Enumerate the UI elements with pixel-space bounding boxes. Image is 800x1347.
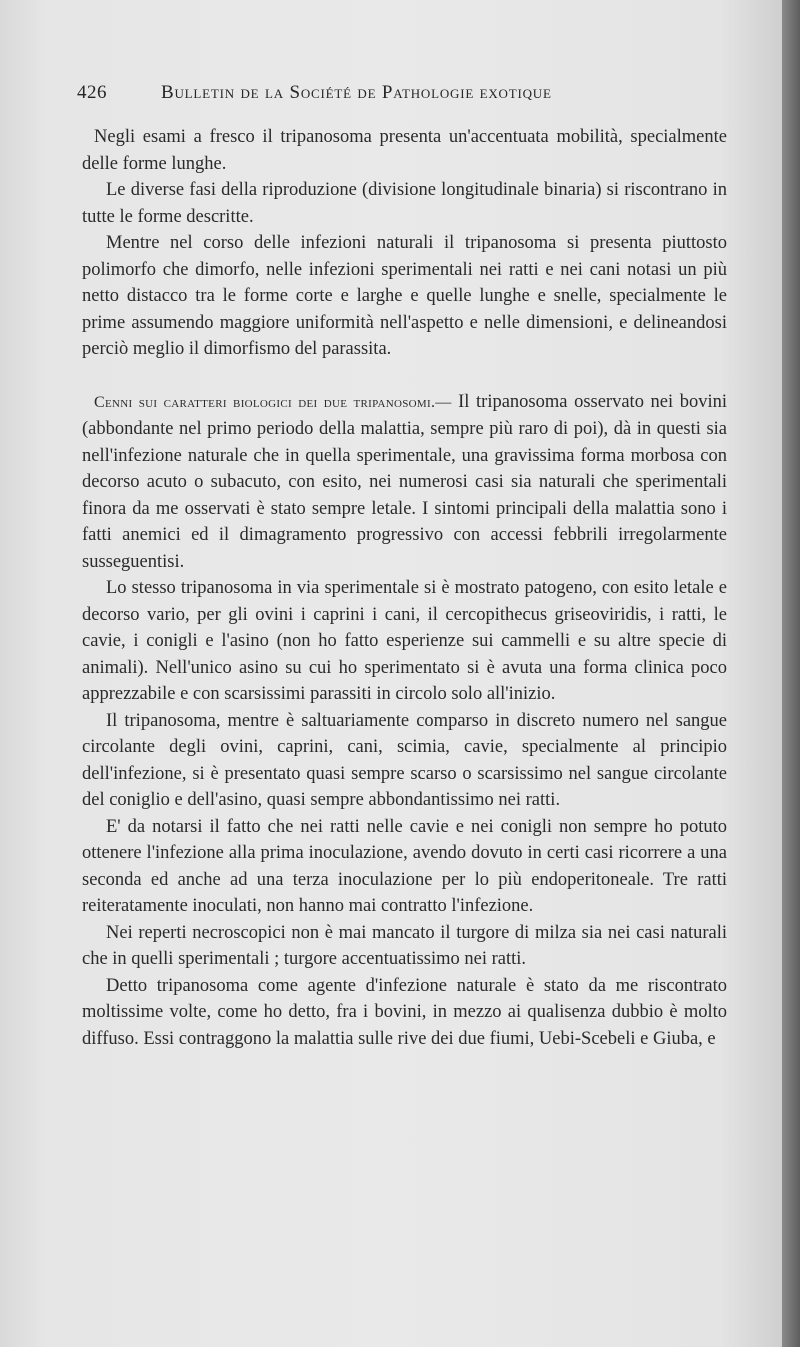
body-text	[82, 124, 727, 1052]
section-paragraph-2: Lo stesso tripanosoma in via sperimentale si è mostrato patogeno, con esito letale e decorso vario, per gli ovini i caprini i cani, il cercopithecus griseoviridis, i ratti, le cavie, i conigli e l'asino (non ho fatto esperienze sui cammelli e su altre specie di animali). Nell'unico asino su cui ho sperimentato si è avuta una forma clinica poco apprezzabile e con scarsissimi parassiti in circolo solo all'inizio.	[82, 578, 727, 704]
section-spacer	[82, 363, 727, 389]
section-paragraph-3: Il tripanosoma, mentre è saltuariamente comparso in discreto numero nel sangue circolante degli ovini, caprini, cani, scimia, cavie, specialmente al principio dell'infezione, si è presentato quasi sempre scarso o scarsissimo nel sangue circolante del coniglio e dell'asino, quasi sempre abbondantissimo nei ratti.	[82, 710, 727, 810]
section-paragraph-1	[82, 389, 727, 576]
page-number: 426	[77, 82, 107, 103]
section-paragraph-6: Detto tripanosoma come agente d'infezione naturale è stato da me riscontrato moltissime volte, come ho detto, fra i bovini, in mezzo ai qualisenza dubbio è molto diffuso. Essi contraggono la malattia sulle rive dei due fiumi, Uebi-Scebeli e Giuba, e	[82, 975, 727, 1049]
running-title: Bulletin de la Société de Pathologie exotique	[161, 82, 552, 103]
paragraph-2: Le diverse fasi della riproduzione (divisione longitudinale binaria) si riscontrano in tutte le forme descritte.	[82, 180, 727, 227]
section-paragraph-4: E' da notarsi il fatto che nei ratti nelle cavie e nei conigli non sempre ho potuto ottenere l'infezione alla prima inoculazione, avendo dovuto in certi casi ricorrere a una seconda ed anche ad una terza inoculazione per lo più endoperitoneale. Tre ratti reiteratamente inoculati, non hanno mai contratto l'infezione.	[82, 816, 727, 916]
scan-edge	[782, 0, 800, 1347]
paragraph-1: Negli esami a fresco il tripanosoma presenta un'accentuata mobilità, specialmente delle forme lunghe.	[82, 127, 727, 174]
section-paragraph-5: Nei reperti necroscopici non è mai mancato il turgore di milza sia nei casi naturali che in quelli sperimentali ; turgore accentuatissimo nei ratti.	[82, 922, 727, 969]
page-header	[77, 82, 717, 106]
section-heading: Cenni sui caratteri biologici dei due tripanosomi.—	[94, 393, 452, 411]
section-first-paragraph: Il tripanosoma osservato nei bovini (abbondante nel primo periodo della malattia, sempre più raro di poi), dà in questi sia nell'infezione naturale che in quella sperimentale, una gravissima forma morbosa con decorso acuto o subacuto, con esito, nei numerosi casi sia naturali che sperimentali finora da me osservati è stato sempre letale. I sintomi principali della malattia sono i fatti anemici ed il dimagramento progressivo con accessi febbrili irregolarmente susseguentisi.	[82, 391, 727, 572]
paragraph-3: Mentre nel corso delle infezioni naturali il tripanosoma si presenta piuttosto polimorfo che dimorfo, nelle infezioni sperimentali nei ratti e nei cani notasi un più netto distacco tra le forme corte e larghe e quelle lunghe e snelle, specialmente le prime assumendo maggiore uniformità nell'aspetto e nelle dimensioni, e delineandosi perciò meglio il dimorfismo del parassita.	[82, 233, 727, 359]
